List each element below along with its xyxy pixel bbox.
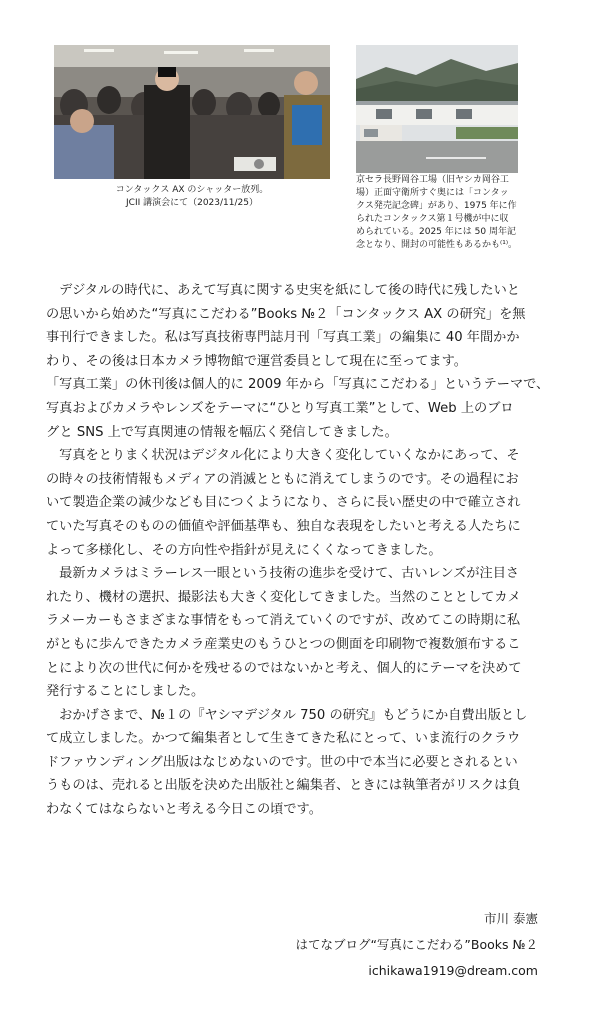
caption-line: られたコンタックス第１号機が中に収 <box>356 214 509 224</box>
body-line: の時々の技術情報もメディアの消滅とともに消えてしまうのです。その過程にお <box>46 471 519 487</box>
body-line: うものは、売れると出版を決めた出版社と編集者、ときには執筆者がリスクは負 <box>46 778 521 794</box>
photo-audience-shooting <box>54 45 330 179</box>
photo-factory-building <box>356 45 518 173</box>
body-line: て成立しました。かつて編集者として生きてきた私にとって、いま流行のクラウ <box>46 731 521 747</box>
body-line: いて製造企業の減少なども目につくようになり、さらに長い歴史の中で確立され <box>46 495 521 511</box>
photo-right-caption <box>356 174 526 252</box>
body-line: おかげさまで、№１の『ヤシマデジタル 750 の研究』もどうにか自費出版とし <box>46 707 528 723</box>
caption-line: 念となり、開封の可能性もあるかも⁽¹⁾。 <box>356 240 518 250</box>
body-text <box>46 279 558 822</box>
caption-line: 場）正面守衛所すぐ奥には「コンタッ <box>356 188 509 198</box>
body-line: 写真およびカメラやレンズをテーマに“ひとり写真工業”として、Web 上のブロ <box>46 400 514 416</box>
body-line: の思いから始めた“写真にこだわる”Books №２「コンタックス AX の研究」を無 <box>46 306 526 322</box>
body-line: 「写真工業」の休刊後は個人的に 2009 年から「写真にこだわる」というテーマで、 <box>46 377 550 393</box>
author-name: 市川 泰憲 <box>484 911 538 926</box>
body-line: 写真をとりまく状況はデジタル化により大きく変化していくなかにあって、そ <box>46 448 520 464</box>
body-line: ドファウンディング出版はなじめないのです。世の中で本当に必要とされるとい <box>46 754 518 770</box>
caption-line: コンタックス AX のシャッター放列。 <box>115 185 269 195</box>
body-line: わなくてはならないと考える今日この頃です。 <box>46 802 322 818</box>
caption-line: JCII 講演会にて（2023/11/25） <box>126 198 258 208</box>
caption-line: クス発売記念碑」があり、1975 年に作 <box>356 201 517 211</box>
body-line: わり、その後は日本カメラ博物館で運営委員として現在に至ってます。 <box>46 353 467 369</box>
caption-line: められている。2025 年には 50 周年記 <box>356 227 516 237</box>
body-line: よって多様化し、その方向性や指針が見えにくくなってきました。 <box>46 542 442 558</box>
photo-left-caption <box>54 184 330 210</box>
author-email: ichikawa1919@dream.com <box>368 963 538 978</box>
caption-line: 京セラ長野岡谷工場（旧ヤシカ岡谷工 <box>356 175 509 185</box>
body-line: れたり、機材の選択、撮影法も大きく変化してきました。当然のこととしてカメ <box>46 589 521 605</box>
body-line: がともに歩んできたカメラ産業史のもうひとつの側面を印刷物で複数頒布するこ <box>46 636 521 652</box>
signature-block <box>295 906 538 984</box>
body-line: 発行することにしました。 <box>46 684 205 700</box>
body-line: デジタルの時代に、あえて写真に関する史実を紙にして後の時代に残したいと <box>46 283 520 298</box>
body-line: グと SNS 上で写真関連の情報を幅広く発信してきました。 <box>46 424 398 440</box>
body-line: とにより次の世代に何かを残せるのではないかと考え、個人的にテーマを決めて <box>46 660 522 676</box>
body-line: 最新カメラはミラーレス一眼という技術の進歩を受けて、古いレンズが注目さ <box>46 566 520 582</box>
body-line: ていた写真そのものの価値や評価基準も、独自な表現をしたいと考える人たちに <box>46 518 521 534</box>
body-line: ラメーカーもさまざまな事情をもって消えていくのですが、改めてこの時期に私 <box>46 613 521 629</box>
blog-name: はてなブログ“写真にこだわる”Books №２ <box>295 937 538 952</box>
body-line: 事刊行できました。私は写真技術専門誌月刊「写真工業」の編集に 40 年間かか <box>46 330 520 346</box>
